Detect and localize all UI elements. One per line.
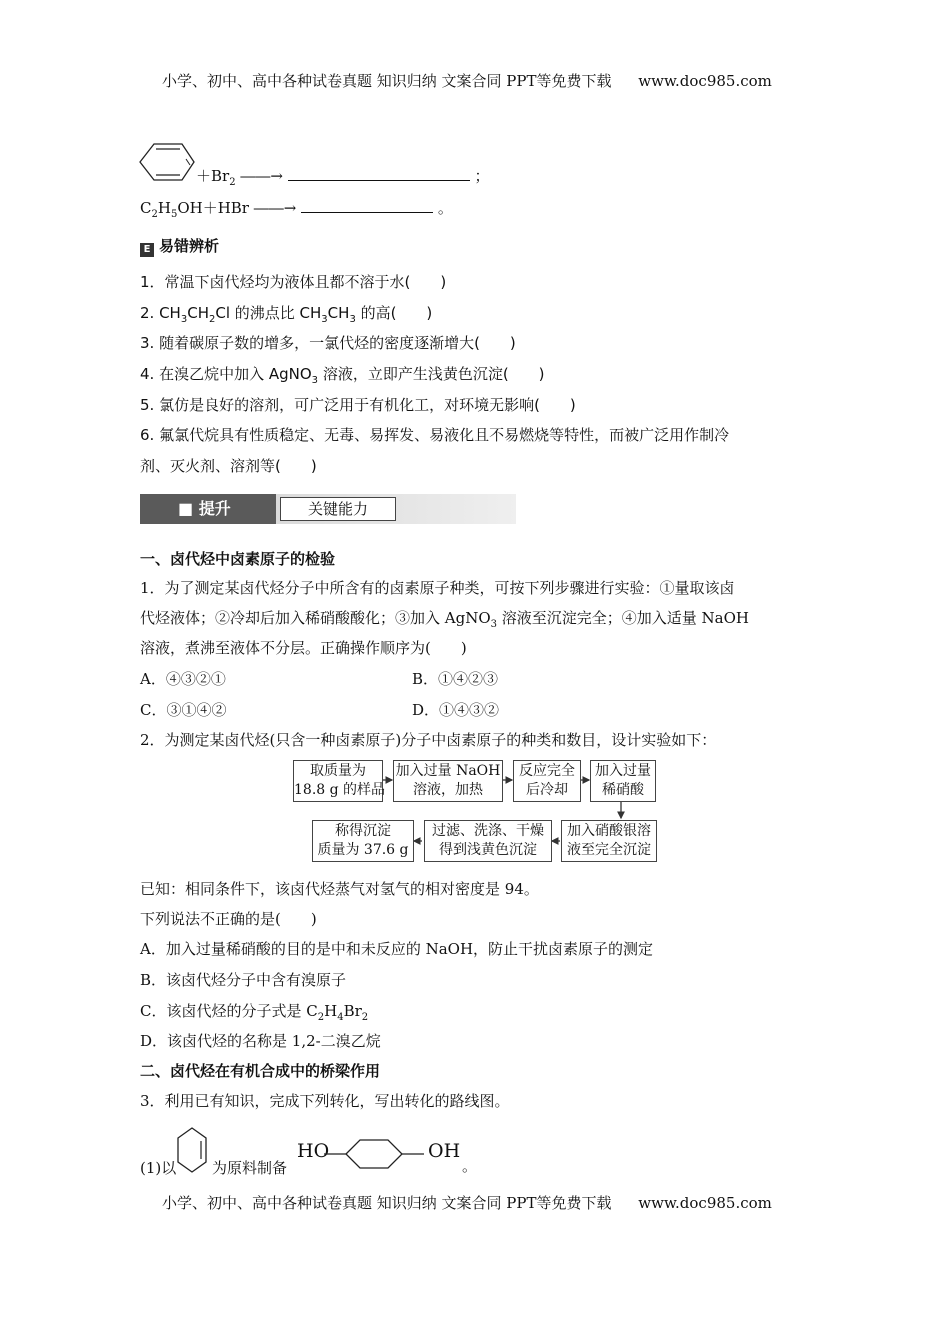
footer-url: www.doc985.com	[638, 1194, 772, 1212]
tag-icon: E	[140, 243, 154, 257]
section1-title: 一、卤代烃中卤素原子的检验	[140, 550, 336, 568]
q1-option-c[interactable]: C．③①④②	[140, 701, 227, 719]
sub: 3	[180, 314, 188, 325]
header-url: www.doc985.com	[638, 72, 772, 90]
flow-text: 得到浅黄色沉淀	[439, 842, 537, 858]
text: 代烃液体；②冷却后加入稀硝酸酸化；③加入 AgNO	[140, 609, 491, 627]
text: Br	[343, 1002, 362, 1020]
error-item-2	[140, 302, 432, 325]
flow-text: 18.8 g 的样品	[294, 782, 386, 798]
flow-text: 取质量为	[310, 763, 366, 779]
cyclohexene-icon	[174, 1124, 210, 1176]
page-header	[162, 70, 772, 91]
experiment-flowchart	[290, 758, 660, 866]
q3-sub1-mid: 为原料制备	[212, 1159, 288, 1177]
q2-option-b[interactable]: B．该卤代烃分子中含有溴原子	[140, 971, 347, 989]
text: Cl 的沸点比 CH	[215, 304, 322, 322]
q1-line2	[140, 607, 749, 630]
banner-right: 关键能力	[280, 497, 396, 521]
sub: 3	[349, 314, 356, 325]
flow-text: 液至完全沉淀	[567, 842, 651, 858]
flow-step-6	[424, 820, 552, 862]
error-item-4	[140, 363, 545, 386]
flow-step-1	[293, 760, 386, 802]
flow-step-2	[393, 760, 503, 802]
q1-option-a[interactable]: A．④③②①	[140, 670, 226, 688]
text: 的高( )	[355, 304, 433, 322]
sub: 2	[361, 1012, 369, 1023]
q2-option-a[interactable]: A．加入过量稀硝酸的目的是中和未反应的 NaOH，防止干扰卤素原子的测定	[140, 940, 654, 958]
benzene-structure	[136, 140, 198, 188]
sub-2: 2	[229, 177, 236, 188]
page-footer	[162, 1192, 772, 1213]
text: 溶液至沉淀完全；④加入适量 NaOH	[497, 609, 749, 627]
error-item-1: 1．常温下卤代烃均为液体且都不溶于水( )	[140, 273, 447, 291]
flow-text: 加入过量	[595, 763, 651, 779]
q2-option-d[interactable]: D．该卤代烃的名称是 1,2-二溴乙烷	[140, 1032, 381, 1050]
punctuation: 。	[437, 199, 453, 217]
flow-text: 溶液，加热	[413, 782, 483, 798]
q3-sub1-prefix: (1)以	[140, 1159, 177, 1177]
q3-sub1-end: 。	[462, 1157, 478, 1175]
reaction-arrow: ――→	[253, 199, 297, 217]
flow-step-5	[561, 820, 657, 862]
text: 溶液，立即产生浅黄色沉淀( )	[318, 365, 545, 383]
target-ho: HO	[297, 1140, 330, 1162]
q1-line1: 1．为了测定某卤代烃分子中所含有的卤素原子种类，可按下列步骤进行实验：①量取该卤	[140, 579, 735, 597]
error-analysis-title	[140, 235, 219, 257]
reagent-br2: ＋Br	[196, 167, 230, 185]
error-item-6-line1: 6. 氟氯代烷具有性质稳定、无毒、易挥发、易液化且不易燃烧等特性，而被广泛用作制冷	[140, 426, 730, 444]
section2-title: 二、卤代烃在有机合成中的桥梁作用	[140, 1062, 381, 1080]
error-item-5: 5. 氯仿是良好的溶剂，可广泛用于有机化工，对环境无影响( )	[140, 396, 576, 414]
benzene-ring-icon	[136, 140, 198, 184]
q3-stem: 3．利用已有知识，完成下列转化，写出转化的路线图。	[140, 1092, 510, 1110]
punctuation: ；	[474, 167, 490, 185]
flow-text: 称得沉淀	[335, 823, 391, 839]
text: CH	[327, 304, 350, 322]
text: CH	[187, 304, 209, 322]
q1-line3: 溶液，煮沸至液体不分层。正确操作顺序为( )	[140, 639, 467, 657]
sub: 3	[311, 375, 319, 386]
flow-text: 过滤、洗涤、干燥	[432, 823, 544, 839]
sub: 3	[321, 314, 328, 325]
sub: 2	[151, 209, 158, 220]
flow-text: 加入过量 NaOH	[395, 763, 501, 779]
sub: 2	[317, 1012, 325, 1023]
section-banner	[140, 494, 516, 524]
banner-left: ■ 提升	[140, 494, 276, 524]
flow-text: 加入硝酸银溶	[567, 823, 651, 839]
q2-ask: 下列说法不正确的是( )	[140, 910, 317, 928]
text: C	[140, 199, 152, 217]
section-label: 易错辨析	[159, 237, 220, 255]
q2-option-c[interactable]	[140, 1000, 368, 1023]
text: C．该卤代烃的分子式是 C	[140, 1002, 318, 1020]
text: 4. 在溴乙烷中加入 AgNO	[140, 365, 312, 383]
q2-stem: 2．为测定某卤代烃(只含一种卤素原子)分子中卤素原子的种类和数目，设计实验如下：	[140, 731, 717, 749]
text: H	[157, 199, 171, 217]
flow-text: 稀硝酸	[602, 782, 644, 798]
sub: 4	[337, 1012, 344, 1023]
sub: 2	[208, 314, 216, 325]
error-item-6-line2: 剂、灭火剂、溶剂等( )	[140, 457, 317, 475]
text: 2. CH	[140, 304, 181, 322]
footer-text: 小学、初中、高中各种试卷真题 知识归纳 文案合同 PPT等免费下载	[162, 1194, 612, 1212]
reaction-1	[196, 165, 490, 188]
flow-step-7	[312, 820, 414, 862]
sub: 3	[490, 619, 498, 630]
reaction-arrow: ――→	[240, 167, 283, 185]
flow-step-4	[590, 760, 656, 802]
target-oh: OH	[428, 1140, 461, 1162]
header-text: 小学、初中、高中各种试卷真题 知识归纳 文案合同 PPT等免费下载	[162, 72, 612, 90]
reaction-2	[140, 197, 453, 220]
error-item-3: 3. 随着碳原子数的增多，一氯代烃的密度逐渐增大( )	[140, 334, 516, 352]
answer-blank-1[interactable]	[288, 166, 470, 181]
text: H	[324, 1002, 338, 1020]
flow-step-3	[513, 760, 581, 802]
q1-option-b[interactable]: B．①④②③	[412, 670, 499, 688]
answer-blank-2[interactable]	[301, 198, 433, 213]
flow-text: 后冷却	[526, 782, 568, 798]
flow-text: 反应完全	[519, 763, 575, 779]
sub: 5	[170, 209, 178, 220]
cyclohexane-diol-ring-icon	[322, 1134, 428, 1174]
flow-text: 质量为 37.6 g	[317, 842, 409, 858]
text: OH＋HBr	[177, 199, 249, 217]
q1-option-d[interactable]: D．①④③②	[412, 701, 500, 719]
known-condition: 已知：相同条件下，该卤代烃蒸气对氢气的相对密度是 94。	[140, 880, 539, 898]
